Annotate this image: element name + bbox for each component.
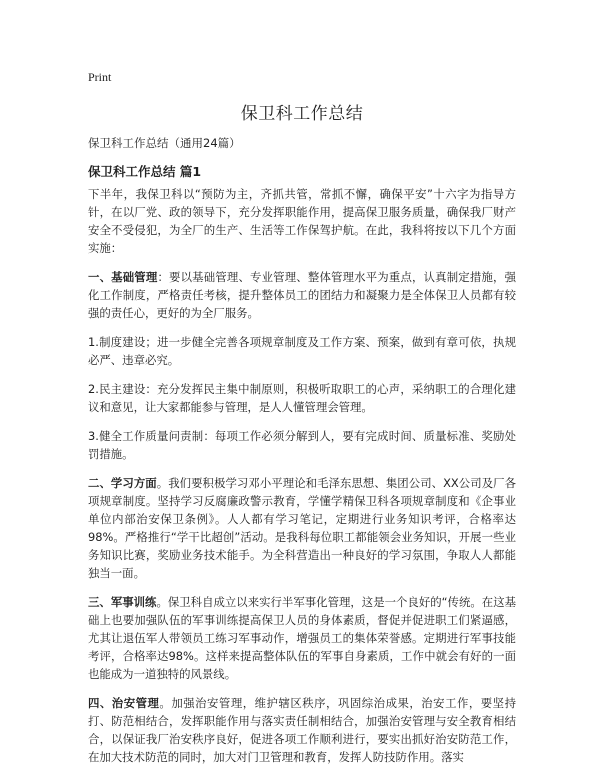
paragraph-text: 2.民主建设：充分发挥民主集中制原则，积极听取职工的心声，采纳职工的合理化建议和意见，让大家都能参与管理，是人人懂管理会管理。 — [88, 382, 516, 414]
paragraph-text: 。加强治安管理，维护辖区秩序，巩固综治成果，治安工作，要坚持打、防范相结合，发挥职能作用与落实责任制相结合，加强治安管理与安全教育相结合，以保证我厂治安秩序良好，促进各项工作顺利进行，要实出抓好治安防范工作，在加大技术防范的同时，加大对门卫管理和教育，发挥人防技防作用。落实 — [88, 696, 516, 764]
paragraph-heading: 三、军事训练 — [88, 595, 157, 609]
print-link[interactable]: Print — [88, 70, 112, 84]
paragraph-study — [88, 474, 516, 582]
paragraph-system-building — [88, 333, 516, 369]
paragraph-heading: 一、基础管理 — [88, 270, 158, 284]
paragraph-accountability — [88, 427, 516, 463]
paragraph-text: 3.健全工作质量问责制：每项工作必须分解到人，要有完成时间、质量标准、奖励处罚措施。 — [88, 429, 516, 461]
paragraph-basic-management — [88, 268, 516, 322]
paragraph-democracy-building — [88, 380, 516, 416]
paragraph-intro — [88, 185, 516, 257]
paragraph-military-training — [88, 593, 516, 683]
paragraph-text: ：要以基础管理、专业管理、整体管理水平为重点，认真制定措施，强化工作制度，严格责任考核，提升整体员工的团结力和凝聚力是全体保卫人员都有较强的责任心，更好的为全厂服务。 — [88, 270, 516, 320]
paragraph-text: 。保卫科自成立以来实行半军事化管理，这是一个良好的“传统。在这基础上也要加强队伍的军事训练提高保卫人员的身体素质，督促并促进职工们紧逼感，尤其让退伍军人带领员工练习军事动作，增强员工的集体荣誉感。定期进行军事技能考评，合格率达98%。这样来提高整体队伍的军事自身素质，工作中就会有好的一面也能成为一道独特的风景线。 — [88, 595, 516, 681]
paragraph-public-security — [88, 694, 516, 766]
paragraph-text: 下半年，我保卫科以“预防为主，齐抓共管，常抓不懈，确保平安”十六字为指导方针，在以厂党、政的领导下，充分发挥职能作用，提高保卫服务质量，确保我厂财产安全不受侵犯，为全厂的生产、生活等工作保驾护航。在此，我科将按以下几个方面实施： — [88, 187, 516, 255]
document-body — [88, 185, 516, 777]
paragraph-heading: 二、学习方面 — [88, 476, 157, 490]
paragraph-text: 1.制度建设；进一步健全完善各项规章制度及工作方案、预案，做到有章可依，执规必严、违章必究。 — [88, 335, 516, 367]
paragraph-text: 。我们要积极学习邓小平理论和毛泽东思想、集团公司、XX公司及厂各项规章制度。坚持学习反腐廉政警示教育，学懂学精保卫科各项规章制度和《企事业单位内部治安保卫条例》。人人都有学习笔记，定期进行业务知识考评，合格率达98%。严格推行“学干比超创”活动。是我科每位职工都能领会业务知识，开展一些业务知识比赛，奖励业务技术能手。为全科营造出一种良好的学习氛围，争取人人都能独当一面。 — [88, 476, 516, 580]
page-title: 保卫科工作总结 — [240, 104, 364, 124]
paragraph-heading: 四、治安管理 — [88, 696, 160, 710]
section-title: 保卫科工作总结 篇1 — [88, 164, 202, 179]
document-subtitle: 保卫科工作总结（通用24篇） — [88, 136, 241, 150]
